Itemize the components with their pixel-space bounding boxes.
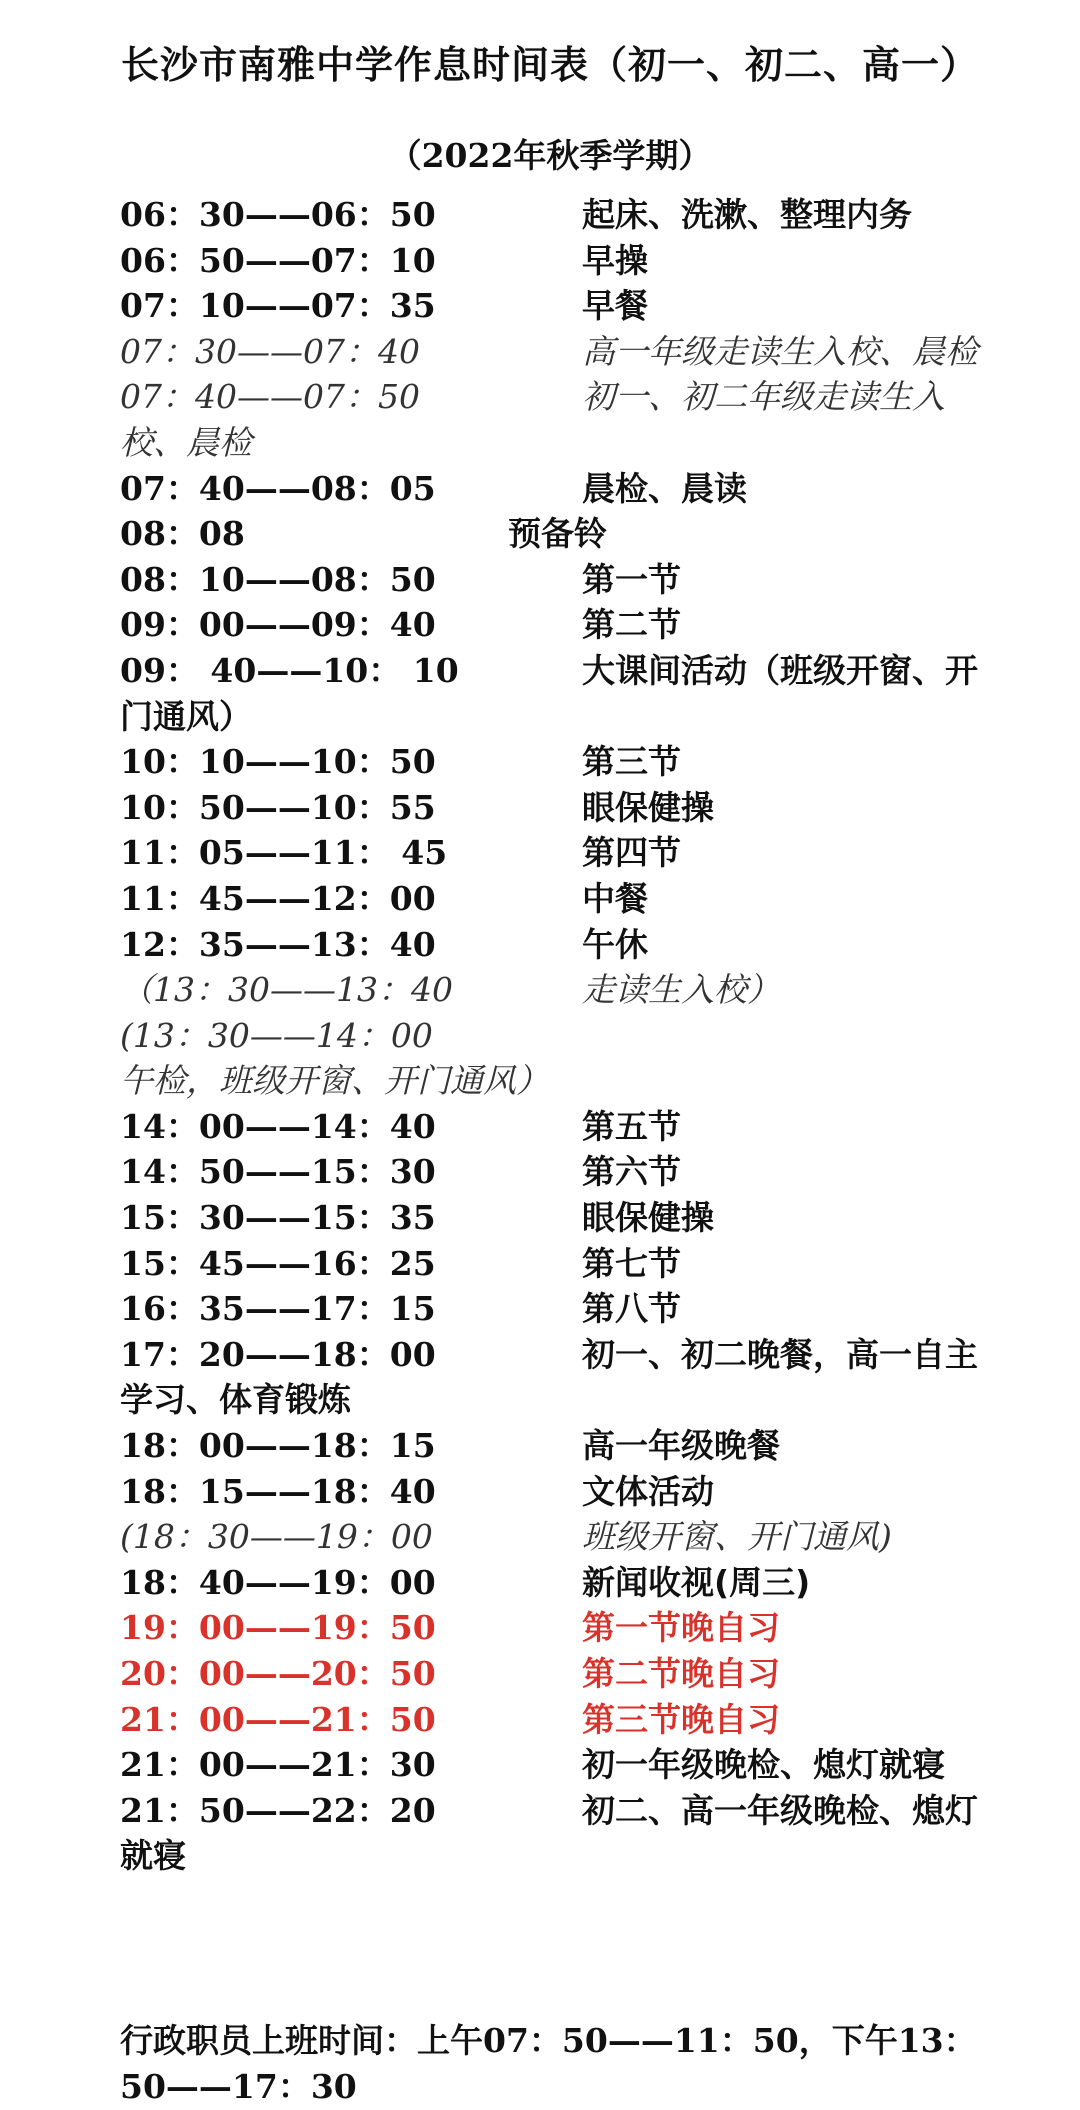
- row-activity: 早操: [582, 240, 648, 280]
- row-time: 18：00——18：15: [120, 1426, 436, 1466]
- row-activity: 第七节: [582, 1243, 681, 1283]
- staff-hours: [120, 2018, 1000, 2110]
- row-time: 06：50——07：10: [120, 240, 436, 280]
- schedule-row: [120, 466, 1000, 512]
- row-time: 07：30——07：40: [120, 331, 420, 371]
- schedule-row: [120, 1013, 1000, 1104]
- row-activity: 晨检、晨读: [582, 468, 747, 508]
- row-time: 08：08: [120, 514, 245, 554]
- row-time: 21：00——21：50: [120, 1699, 436, 1739]
- row-activity: 第三节: [582, 742, 681, 782]
- row-time: 07：40——07：50: [120, 377, 420, 417]
- schedule-row: [120, 830, 1000, 876]
- row-time: 14：00——14：40: [120, 1106, 436, 1146]
- schedule-row: [120, 876, 1000, 922]
- row-time: 21：50——22：20: [120, 1790, 436, 1830]
- row-activity: 班级开窗、开门通风): [582, 1517, 892, 1557]
- row-activity: 初二、高一年级晚检、熄灯就寝: [120, 1790, 978, 1876]
- row-activity: 眼保健操: [582, 787, 714, 827]
- row-activity: 第一节: [582, 559, 681, 599]
- separator: ，: [798, 2021, 832, 2060]
- schedule-row: [120, 1286, 1000, 1332]
- row-time: 09：00——09：40: [120, 605, 436, 645]
- row-activity: 早餐: [582, 286, 648, 326]
- morning-label: 上午: [417, 2021, 483, 2060]
- row-time: 11：05——11： 45: [120, 833, 448, 873]
- schedule-row: [120, 1149, 1000, 1195]
- schedule-row: [120, 1788, 1000, 1879]
- row-activity: 第二节: [582, 605, 681, 645]
- row-time: 10：10——10：50: [120, 742, 436, 782]
- row-time: 16：35——17：15: [120, 1289, 436, 1329]
- schedule-row: [120, 511, 1000, 557]
- schedule-row: [120, 1332, 1000, 1423]
- schedule-row: [120, 922, 1000, 968]
- schedule-row-highlight: [120, 1697, 1000, 1743]
- schedule-row: [120, 1560, 1000, 1606]
- row-time: 17：20——18：00: [120, 1334, 436, 1374]
- schedule-row: [120, 602, 1000, 648]
- schedule-row: [120, 192, 1000, 238]
- row-time: (13：30——14：00: [120, 1015, 433, 1055]
- schedule-row: [120, 1241, 1000, 1287]
- schedule-row: [120, 648, 1000, 739]
- row-activity: 第六节: [582, 1152, 681, 1192]
- staff-hours-label: 行政职员上班时间：: [120, 2021, 417, 2060]
- schedule-row: [120, 1423, 1000, 1469]
- row-time: 14：50——15：30: [120, 1152, 436, 1192]
- row-activity: 第八节: [582, 1289, 681, 1329]
- row-activity: 第三节晚自习: [582, 1699, 780, 1739]
- row-time: 09： 40——10： 10: [120, 650, 459, 690]
- row-time: 18：40——19：00: [120, 1562, 436, 1602]
- schedule-row: [120, 1104, 1000, 1150]
- schedule-row: [120, 557, 1000, 603]
- row-activity: 高一年级晚餐: [582, 1426, 780, 1466]
- schedule-row: [120, 1514, 1000, 1560]
- row-activity: 第五节: [582, 1106, 681, 1146]
- schedule-row: [120, 238, 1000, 284]
- morning-hours: 07：50——11：50: [483, 2021, 799, 2060]
- row-activity: 走读生入校）: [582, 970, 780, 1010]
- schedule-row: [120, 967, 1000, 1013]
- page-title: 长沙市南雅中学作息时间表（初一、初二、高一）: [120, 43, 979, 87]
- row-activity: 第四节: [582, 833, 681, 873]
- row-time: 06：30——06：50: [120, 195, 436, 234]
- schedule-row: [120, 1469, 1000, 1515]
- row-time: 10：50——10：55: [120, 787, 436, 827]
- row-time: 08：10——08：50: [120, 559, 436, 599]
- schedule-row: [120, 739, 1000, 785]
- row-time: 18：15——18：40: [120, 1471, 436, 1511]
- row-time: 07：10——07：35: [120, 286, 436, 326]
- row-activity: 初一、初二年级走读生入校、晨检: [120, 377, 945, 462]
- row-activity: 第二节晚自习: [582, 1654, 780, 1693]
- row-time: 15：45——16：25: [120, 1243, 436, 1283]
- schedule-row-highlight: [120, 1605, 1000, 1651]
- row-activity: 大课间活动（班级开窗、开门通风）: [120, 650, 978, 736]
- schedule-row-highlight: [120, 1651, 1000, 1697]
- afternoon-hours: 13：50——17：30: [120, 2021, 977, 2106]
- row-time: （13：30——13：40: [120, 970, 453, 1010]
- afternoon-label: 下午: [831, 2021, 898, 2060]
- row-activity: 起床、洗漱、整理内务: [582, 195, 912, 234]
- row-time: (18：30——19：00: [120, 1517, 433, 1557]
- row-time: 11：45——12：00: [120, 878, 436, 918]
- row-activity: 新闻收视(周三): [582, 1562, 811, 1602]
- row-activity: 眼保健操: [582, 1198, 714, 1238]
- schedule-row: [120, 374, 1000, 465]
- row-activity: 中餐: [582, 878, 648, 918]
- semester-subtitle: （2022年秋季学期）: [388, 136, 712, 175]
- row-activity: 初一年级晚检、熄灯就寝: [582, 1745, 945, 1785]
- row-activity: 文体活动: [582, 1471, 714, 1511]
- schedule-row: [120, 329, 1000, 375]
- row-time: 21：00——21：30: [120, 1745, 436, 1785]
- schedule-row: [120, 283, 1000, 329]
- row-time: 19：00——19：50: [120, 1608, 436, 1648]
- schedule-row: [120, 1195, 1000, 1241]
- row-time: 12：35——13：40: [120, 924, 436, 964]
- row-time: 20：00——20：50: [120, 1654, 436, 1693]
- row-activity: 午检，班级开窗、开门通风）: [120, 1061, 549, 1101]
- row-activity: 预备铃: [508, 514, 607, 554]
- row-time: 15：30——15：35: [120, 1198, 436, 1238]
- row-activity: 第一节晚自习: [582, 1608, 780, 1648]
- schedule-list: [120, 192, 1000, 1879]
- row-time: 07：40——08：05: [120, 468, 436, 508]
- schedule-row: [120, 785, 1000, 831]
- row-activity: 初一、初二晚餐，高一自主学习、体育锻炼: [120, 1334, 978, 1420]
- schedule-row: [120, 1742, 1000, 1788]
- row-activity: 高一年级走读生入校、晨检: [582, 331, 978, 371]
- row-activity: 午休: [582, 924, 648, 964]
